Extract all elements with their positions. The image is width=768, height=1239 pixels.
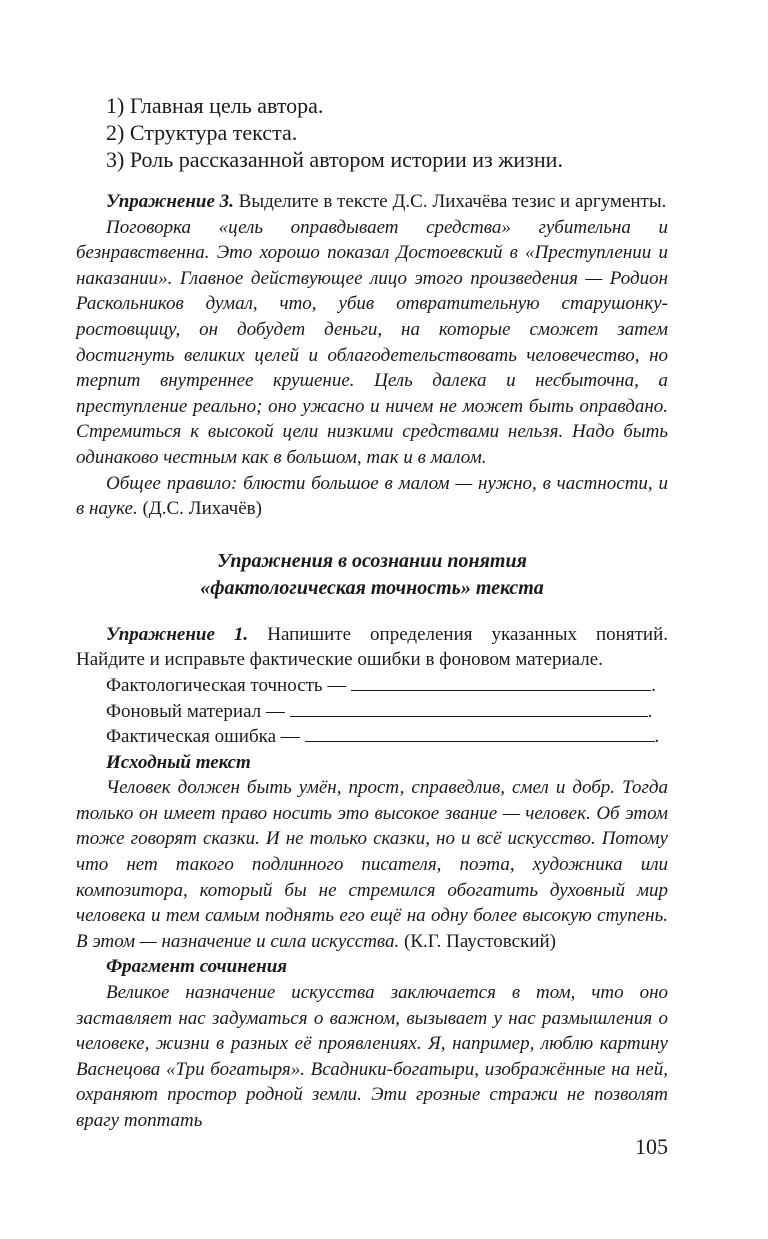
- question-list: [76, 92, 668, 173]
- exercise-3-text-paragraph-1: Поговорка «цель оправдывает средства» губительна и безнравственна. Это хорошо показал Достоевский в «Преступлении и наказании». Главное действующее лицо этого произведения — Родион Раскольников думал, что, убив отвратительную старушонку-ростовщицу, он добудет деньги, на которые сможет затем достигнуть великих целей и облагодетельствовать человечество, но терпит внутреннее крушение. Цель далека и несбыточна, а преступление реально; оно ужасно и ничем не может быть оправдано. Стремиться к высокой цели низкими средствами нельзя. Надо быть одинаково честным как в большом, так и в малом.: [76, 216, 668, 468]
- exercise-1-instruction-text: Напишите определения указанных понятий. Найдите и исправьте фактические ошибки в фоновом материале.: [76, 623, 668, 671]
- list-item: 1) Главная цель автора.: [106, 93, 324, 118]
- essay-fragment-title: Фрагмент сочинения: [106, 956, 288, 978]
- definition-term: Фактологическая точность —: [106, 674, 352, 696]
- line-end: .: [647, 700, 653, 722]
- exercise-3-label: Упражнение 3.: [106, 191, 234, 212]
- exercise-3-text-paragraph-2: [76, 471, 668, 522]
- definition-line-factual-error: [76, 724, 668, 750]
- line-end: .: [651, 674, 656, 696]
- section-heading-line-1: Упражнения в осознании понятия: [217, 549, 527, 572]
- definition-line-factual-accuracy: [76, 673, 668, 699]
- line-end: .: [654, 726, 660, 748]
- exercise-3-text-paragraph-2-body: Общее правило: блюсти большое в малом — нужно, в частности, и в науке.: [76, 472, 668, 520]
- source-text-paragraph: [76, 775, 668, 954]
- answer-blank[interactable]: [305, 724, 655, 742]
- exercise-1-instruction: [76, 622, 668, 673]
- answer-blank[interactable]: [351, 673, 651, 691]
- list-item: 2) Структура текста.: [106, 120, 298, 145]
- exercise-3-attribution: (Д.С. Лихачёв): [137, 498, 262, 520]
- list-item: 3) Роль рассказанной автором истории из жизни.: [106, 147, 563, 172]
- essay-fragment-body: Великое назначение искусства заключается в том, что оно заставляет нас задуматься о важном, вызывает у нас размышления о человеке, жизни в разных её проявлениях. Я, например, люблю картину Васнецова «Три богатыря». Всадники-богатыри, изображённые на ней, охраняют простор родной земли. Эти грозные стражи не позволят врагу топтать: [76, 982, 668, 1131]
- section-heading-line-2: «фактологическая точность» текста: [200, 576, 544, 599]
- definition-term: Фоновый материал —: [106, 700, 290, 722]
- page-content: [76, 92, 668, 1134]
- definition-term: Фактическая ошибка —: [106, 726, 305, 748]
- source-text-title: Исходный текст: [106, 751, 251, 773]
- exercise-3-instruction-text: Выделите в тексте Д.С. Лихачёва тезис и аргументы.: [233, 191, 667, 212]
- definition-line-background-material: [76, 699, 668, 725]
- exercise-1-label: Упражнение 1.: [106, 623, 249, 645]
- page-number: 105: [635, 1134, 668, 1159]
- answer-blank[interactable]: [290, 699, 648, 717]
- section-heading: [76, 548, 668, 602]
- source-text-attribution: (К.Г. Паустовский): [399, 930, 556, 952]
- exercise-3-instruction: [76, 189, 668, 215]
- source-text-body: Человек должен быть умён, прост, справедлив, смел и добр. Тогда только он имеет право носить это высокое звание — человек. Об этом тоже говорят сказки. И не только сказки, но и всё искусство. Потому что нет такого подлинного писателя, поэта, художника или композитора, который бы не стремился обогатить духовный мир человека и тем самым поднять его ещё на одну более высокую ступень. В этом — назначение и сила искусства.: [76, 777, 668, 952]
